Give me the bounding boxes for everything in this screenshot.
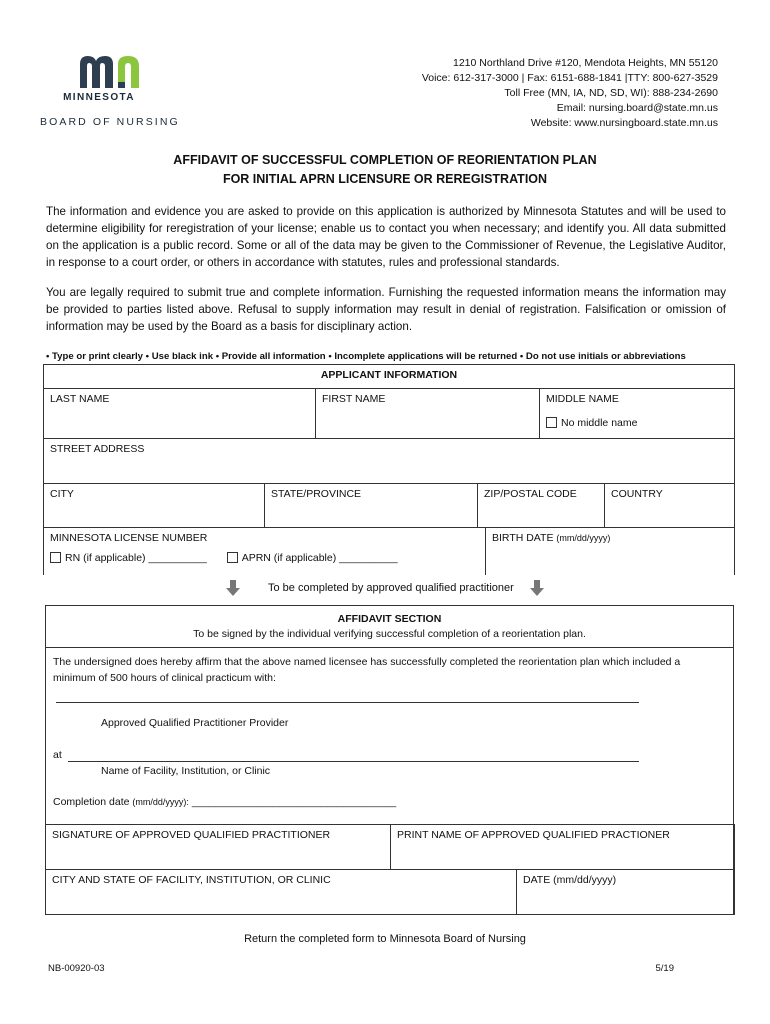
last-name-field[interactable] <box>43 388 316 439</box>
country-label: COUNTRY <box>611 488 663 500</box>
state-label: STATE/PROVINCE <box>271 488 362 500</box>
contact-info <box>422 56 718 131</box>
practitioner-note <box>0 580 770 596</box>
affidavit-subheader: To be signed by the individual verifying successful completion of a reorientation plan. <box>193 628 586 640</box>
no-middle-name-option[interactable] <box>546 417 728 429</box>
birth-date-field[interactable] <box>485 527 735 575</box>
form-title-line1: AFFIDAVIT OF SUCCESSFUL COMPLETION OF REORIENTATION PLAN <box>173 153 597 167</box>
contact-website: Website: www.nursingboard.state.mn.us <box>530 117 718 129</box>
at-label: at <box>53 749 62 761</box>
authorization-paragraph: The information and evidence you are asked to provide on this application is authorized by Minnesota Statutes and will be used to determine eligibility for reregistration of your license; enable us to contact you when necessary; and identify you. All data submitted on the application is a public record. Some or all of the data may be given to the Commissioner of Revenue, the Legislative Auditor, in response to a court order, or others in accordance with statutes, rules and professional standards. <box>46 205 726 269</box>
logo-state-name: MINNESOTA <box>63 92 135 103</box>
city-state-facility-label: CITY AND STATE OF FACILITY, INSTITUTION, OR CLINIC <box>52 874 331 886</box>
first-name-field[interactable] <box>315 388 540 439</box>
form-number: NB-00920-03 <box>48 963 105 974</box>
logo-board-name: BOARD OF NURSING <box>40 116 180 128</box>
return-instructions: Return the completed form to Minnesota Board of Nursing <box>244 933 526 945</box>
aprn-checkbox[interactable] <box>227 552 238 563</box>
contact-toll-free: Toll Free (MN, IA, ND, SD, WI): 888-234-2690 <box>504 87 718 99</box>
affidavit-header <box>46 606 733 648</box>
birth-date-label: BIRTH DATE <box>492 532 554 544</box>
country-field[interactable] <box>604 483 735 528</box>
applicant-header <box>43 364 735 389</box>
print-name-label: PRINT NAME OF APPROVED QUALIFIED PRACTIONER <box>397 829 670 841</box>
rn-label: RN (if applicable) __________ <box>65 552 207 564</box>
completion-date-format: (mm/dd/yyyy): <box>132 797 189 807</box>
street-address-label: STREET ADDRESS <box>50 443 145 455</box>
city-label: CITY <box>50 488 74 500</box>
practitioner-date-field[interactable] <box>516 869 735 915</box>
applicant-information-section <box>43 364 735 577</box>
legal-paragraph: You are legally required to submit true and complete information. Furnishing the requested information means the information may be provided to parties listed above. Refusal to supply information may result in denial of registration. Falsification or omission of information may be used by the Board as a basis for disciplinary action. <box>46 286 726 333</box>
no-middle-name-checkbox[interactable] <box>546 417 557 428</box>
provider-label: Approved Qualified Practitioner Provider <box>101 717 289 729</box>
board-logo <box>40 52 190 132</box>
no-middle-name-label: No middle name <box>561 417 638 429</box>
city-state-facility-field[interactable] <box>45 869 517 915</box>
affidavit-section <box>45 605 734 915</box>
provider-signature-line[interactable] <box>56 702 639 703</box>
state-field[interactable] <box>264 483 478 528</box>
rn-checkbox[interactable] <box>50 552 61 563</box>
facility-label: Name of Facility, Institution, or Clinic <box>101 765 271 777</box>
license-number-field[interactable] <box>43 527 486 575</box>
middle-name-field[interactable] <box>539 388 735 439</box>
practitioner-date-label: DATE (mm/dd/yyyy) <box>523 874 617 886</box>
applicant-header-label: APPLICANT INFORMATION <box>320 369 458 381</box>
down-arrow-icon <box>530 580 544 596</box>
zip-label: ZIP/POSTAL CODE <box>484 488 577 500</box>
signature-field[interactable] <box>45 824 391 870</box>
down-arrow-icon <box>226 580 240 596</box>
facility-line[interactable] <box>68 750 639 762</box>
print-name-field[interactable] <box>390 824 735 870</box>
form-title <box>0 151 770 189</box>
practitioner-note-text: To be completed by approved qualified practitioner <box>267 581 514 594</box>
license-number-label: MINNESOTA LICENSE NUMBER <box>50 532 208 544</box>
aprn-label: APRN (if applicable) __________ <box>241 552 398 564</box>
last-name-label: LAST NAME <box>50 393 110 405</box>
signature-label: SIGNATURE OF APPROVED QUALIFIED PRACTITIONER <box>52 829 331 841</box>
street-address-field[interactable] <box>43 438 735 484</box>
contact-phones: Voice: 612-317-3000 | Fax: 6151-688-1841 |TTY: 800-627-3529 <box>421 72 718 84</box>
completion-date-field[interactable] <box>53 796 396 808</box>
affidavit-statement: The undersigned does hereby affirm that the above named licensee has successfully completed the reorientation plan which included a minimum of 500 hours of clinical practicum with: <box>53 656 681 684</box>
birth-date-format: (mm/dd/yyyy) <box>556 533 611 543</box>
city-field[interactable] <box>43 483 265 528</box>
form-title-line2: FOR INITIAL APRN LICENSURE OR REREGISTRATION <box>222 172 548 186</box>
form-instructions: • Type or print clearly • Use black ink • Provide all information • Incomplete applications will be returned • Do not use initials or abbreviations <box>46 351 686 362</box>
completion-date-label: Completion date <box>53 796 130 808</box>
first-name-label: FIRST NAME <box>322 393 386 405</box>
completion-date-blank: ___________________________________ <box>191 796 397 808</box>
contact-email: Email: nursing.board@state.mn.us <box>556 102 718 114</box>
revision-date: 5/19 <box>655 963 674 974</box>
affidavit-header-title: AFFIDAVIT SECTION <box>337 613 442 625</box>
contact-address: 1210 Northland Drive #120, Mendota Heights, MN 55120 <box>453 57 718 69</box>
mn-logo-icon <box>78 52 158 90</box>
middle-name-label: MIDDLE NAME <box>546 393 619 405</box>
zip-field[interactable] <box>477 483 605 528</box>
